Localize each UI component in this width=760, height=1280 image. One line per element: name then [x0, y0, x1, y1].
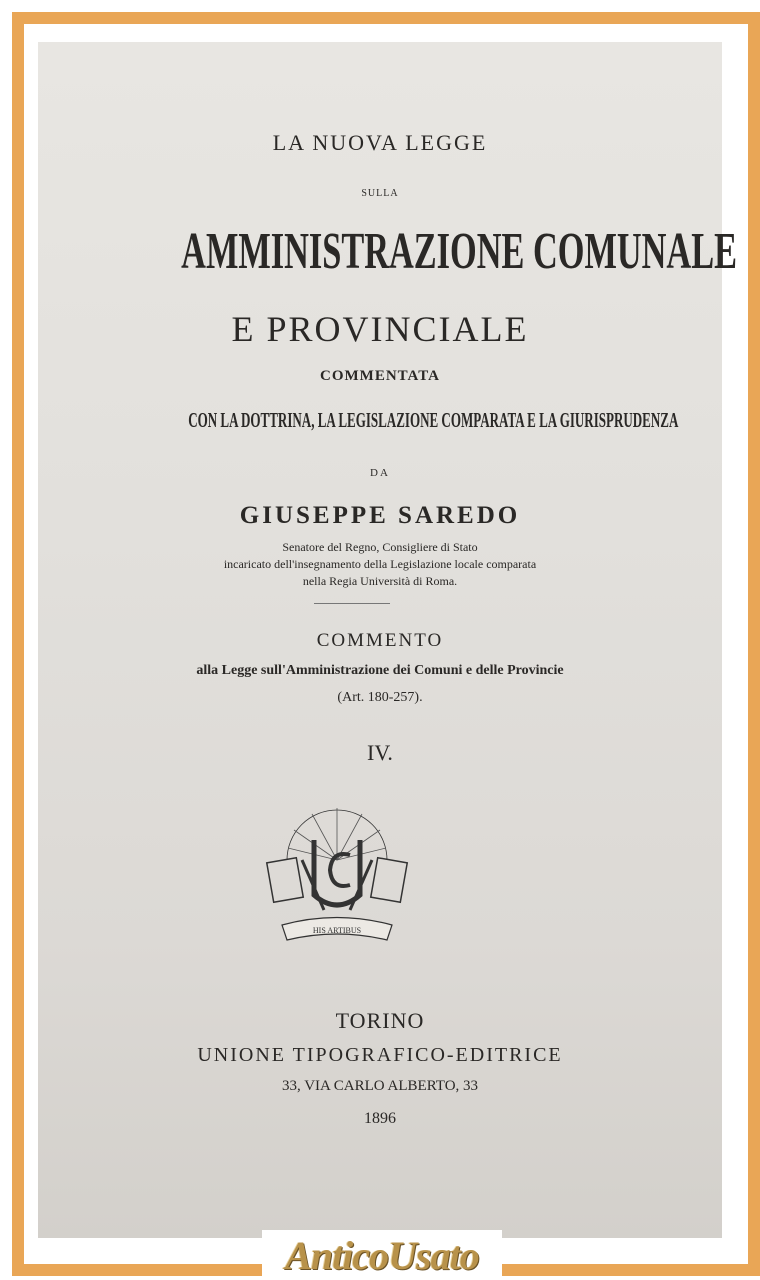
- emblem-motto: HIS ARTIBUS: [312, 926, 362, 935]
- section-title: COMMENTO: [316, 630, 444, 651]
- articles-range: (Art. 180-257).: [337, 690, 423, 705]
- author-title-3: nella Regia Università di Roma.: [302, 574, 458, 588]
- divider-rule: [314, 603, 390, 604]
- subtitle: E PROVINCIALE: [231, 309, 529, 349]
- main-title: AMMINISTRAZIONE COMUNALE: [181, 223, 737, 280]
- watermark-logo: AnticoUsato: [285, 1233, 479, 1278]
- commentata-label: COMMENTATA: [320, 368, 440, 384]
- publisher-address: 33, VIA CARLO ALBERTO, 33: [281, 1078, 479, 1094]
- author-title-1: Senatore del Regno, Consigliere di Stato: [282, 540, 478, 554]
- doctrine-line: CON LA DOTTRINA, LA LEGISLAZIONE COMPARATA E LA GIURISPRUDENZA: [188, 408, 679, 432]
- publisher: UNIONE TIPOGRAFICO-EDITRICE: [197, 1044, 563, 1066]
- title-line-2: SULLA: [361, 188, 399, 199]
- section-subtitle: alla Legge sull'Amministrazione dei Comuni e delle Provincie: [196, 663, 564, 678]
- author-name: GIUSEPPE SAREDO: [239, 502, 521, 529]
- publication-year: 1896: [364, 1110, 396, 1127]
- city: TORINO: [335, 1008, 425, 1033]
- by-label: DA: [370, 467, 390, 479]
- title-page: [38, 42, 737, 1238]
- publisher-emblem-icon: [262, 800, 412, 955]
- main-title-wrap: [38, 222, 737, 281]
- volume-number: IV.: [367, 740, 393, 765]
- doctrine-line-wrap: [38, 408, 722, 433]
- title-line-1: LA NUOVA LEGGE: [272, 130, 488, 155]
- author-title-2: incaricato dell'insegnamento della Legislazione locale comparata: [223, 557, 537, 571]
